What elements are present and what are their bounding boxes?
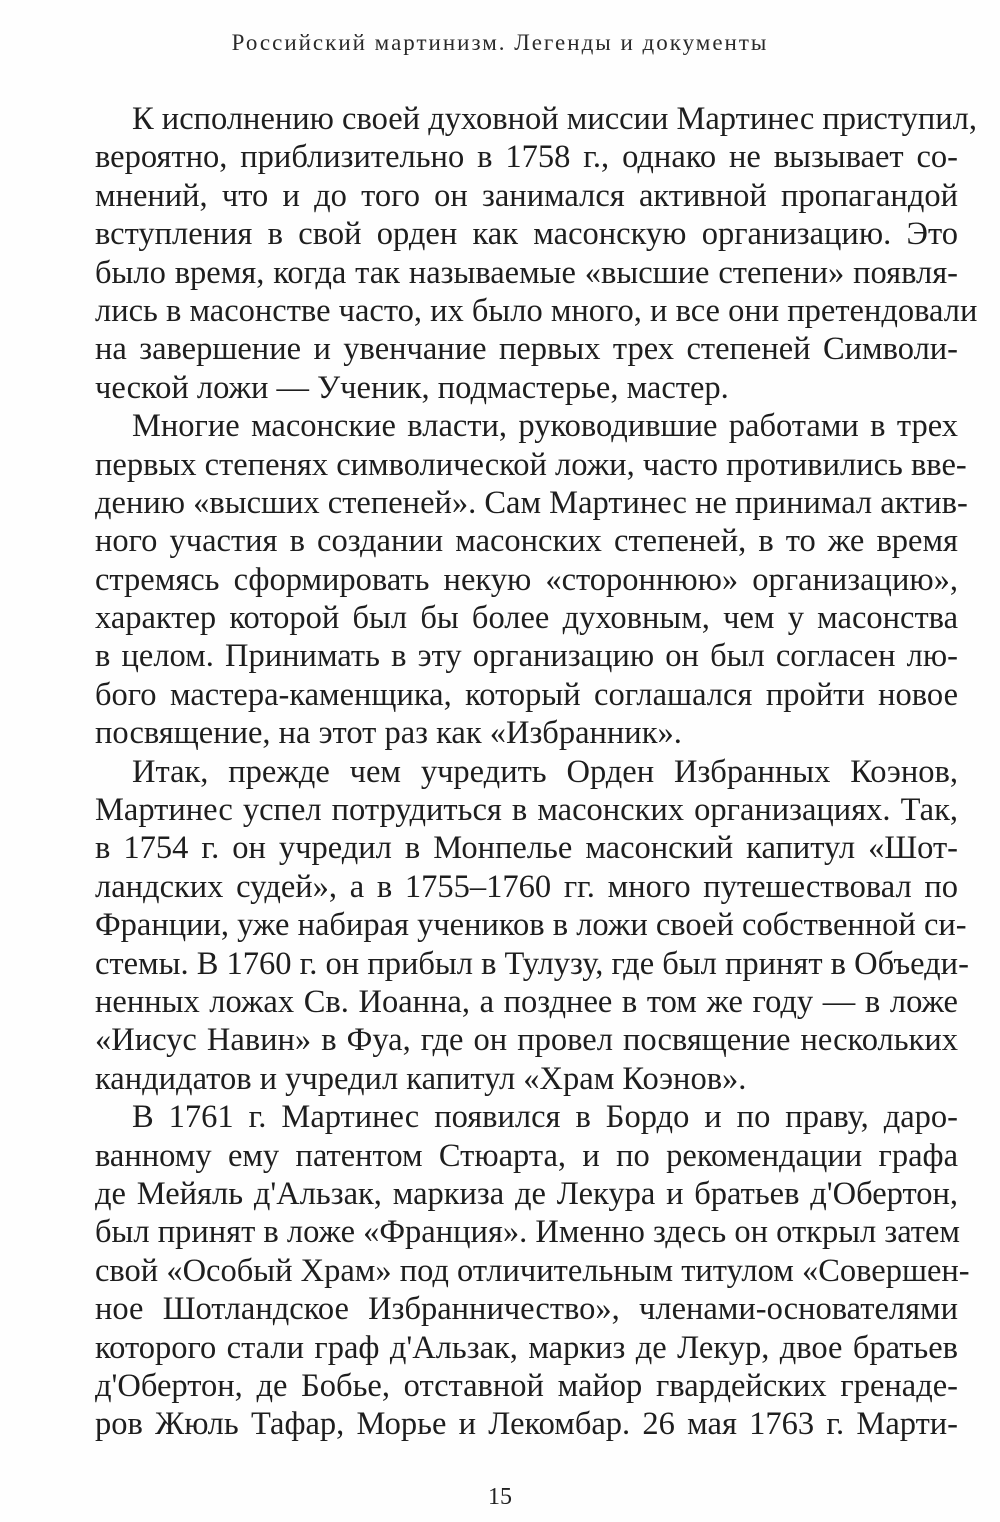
- text-line: дению «высших степеней». Сам Мартинес не принимал актив-: [95, 484, 968, 521]
- text-line: первых степенях символической ложи, часто противились вве-: [95, 446, 967, 483]
- text-line: д'Обертон, де Бобье, отставной майор гвардейских гренаде-: [95, 1367, 958, 1404]
- text-line: Мартинес успел потрудиться в масонских организациях. Так,: [95, 792, 958, 829]
- body-text: [58, 100, 978, 1444]
- running-head: Российский мартинизм. Легенды и документы: [231, 30, 769, 55]
- paragraph-2: [58, 407, 968, 753]
- text-line: в 1754 г. он учредил в Монпелье масонский капитул «Шот-: [95, 830, 958, 867]
- text-line: Франции, уже набирая учеников в ложи своей собственной си-: [95, 907, 967, 944]
- text-line: кандидатов и учредил капитул «Храм Коэнов».: [95, 1060, 747, 1097]
- text-line: де Мейяль д'Альзак, маркиза де Лекура и братьев д'Обертон,: [95, 1175, 958, 1212]
- text-line: было время, когда так называемые «высшие степени» появля-: [95, 254, 958, 291]
- paragraph-4: [58, 1098, 970, 1444]
- text-line: ландских судей», а в 1755–1760 гг. много путешествовал по: [95, 868, 958, 905]
- text-line: мнений, что и до того он занимался активной пропагандой: [95, 177, 958, 214]
- text-line: в целом. Принимать в эту организацию он был согласен лю-: [95, 638, 958, 675]
- text-line: ненных ложах Св. Иоанна, а позднее в том же году — в ложе: [95, 983, 958, 1020]
- text-line: которого стали граф д'Альзак, маркиз де Лекур, двое братьев: [95, 1329, 958, 1366]
- text-line: на завершение и увенчание первых трех степеней Символи-: [95, 331, 958, 368]
- text-line: бого мастера-каменщика, который соглашался пройти новое: [95, 676, 958, 713]
- text-line: вероятно, приблизительно в 1758 г., однако не вызывает со-: [95, 139, 958, 176]
- text-line: ванному ему патентом Стюарта, и по рекомендации графа: [95, 1137, 958, 1174]
- text-line: В 1761 г. Мартинес появился в Бордо и по праву, даро-: [132, 1099, 958, 1136]
- text-line: лись в масонстве часто, их было много, и все они претендовали: [95, 292, 978, 329]
- text-line: К исполнению своей духовной миссии Мартинес приступил,: [132, 101, 977, 137]
- text-line: ров Жюль Тафар, Морье и Лекомбар. 26 мая 1763 г. Марти-: [95, 1406, 958, 1443]
- text-line: «Иисус Навин» в Фуа, где он провел посвящение нескольких: [95, 1022, 958, 1059]
- text-line: стремясь сформировать некую «стороннюю» организацию»,: [95, 561, 958, 598]
- paragraph-1: [58, 100, 978, 407]
- text-line: ческой ложи — Ученик, подмастерье, мастер.: [95, 369, 729, 406]
- text-line: посвящение, на этот раз как «Избранник».: [95, 715, 682, 752]
- text-line: характер которой был бы более духовным, чем у масонства: [95, 600, 958, 637]
- text-line: Итак, прежде чем учредить Орден Избранных Коэнов,: [132, 753, 958, 790]
- paragraph-3: [58, 753, 969, 1099]
- text-line: ное Шотландское Избранничество», членами-основателями: [95, 1291, 958, 1328]
- text-line: стемы. В 1760 г. он прибыл в Тулузу, где был принят в Объеди-: [95, 945, 969, 982]
- text-line: ного участия в создании масонских степеней, в то же время: [95, 523, 958, 560]
- text-line: свой «Особый Храм» под отличительным титулом «Совершен-: [95, 1252, 970, 1289]
- text-line: был принят в ложе «Франция». Именно здесь он открыл затем: [95, 1214, 960, 1251]
- page-number: 15: [488, 1484, 512, 1510]
- text-line: Многие масонские власти, руководившие работами в трех: [132, 408, 958, 445]
- text-line: вступления в свой орден как масонскую организацию. Это: [95, 216, 958, 253]
